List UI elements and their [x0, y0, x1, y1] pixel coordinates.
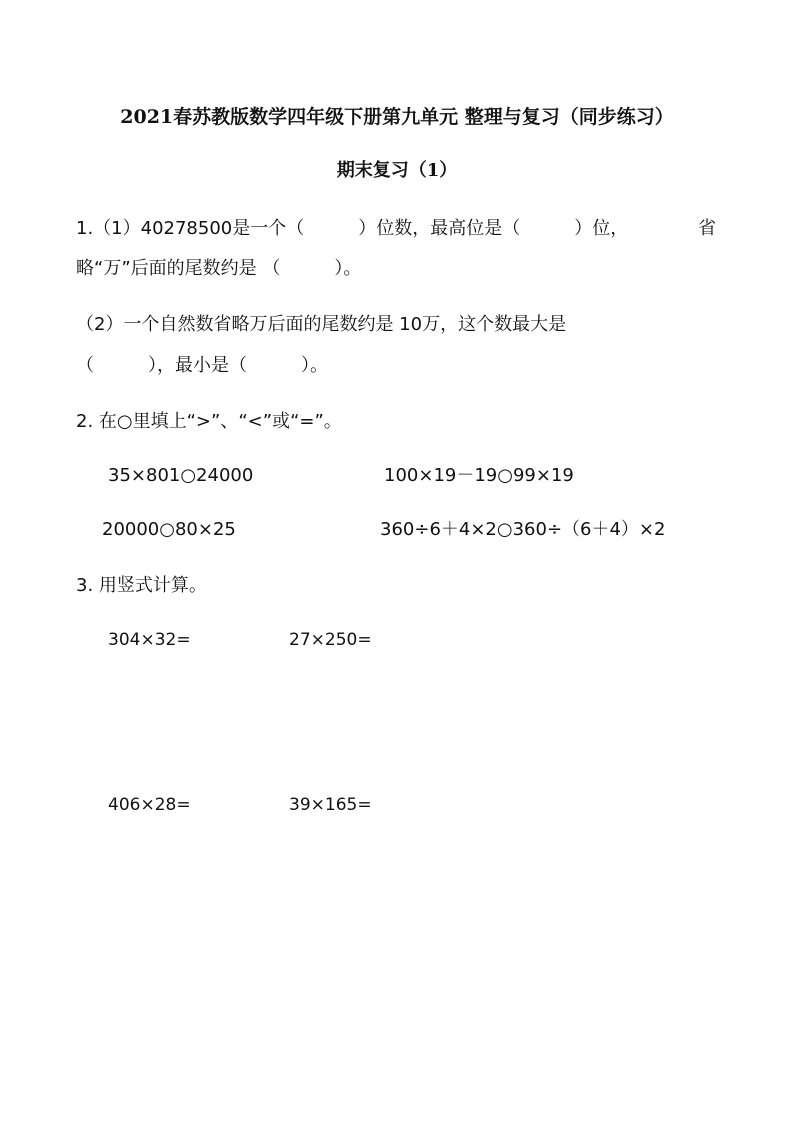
q3-prompt: 3. 用竖式计算。: [76, 575, 207, 596]
document-title: 2021春苏教版数学四年级下册第九单元 整理与复习（同步练习）: [120, 106, 674, 128]
document-subtitle: 期末复习（1）: [336, 160, 458, 181]
q3-item: 27×250=: [289, 630, 372, 650]
q1-part2-line2: （ ），最小是（ ）。: [76, 355, 328, 376]
q2-item: 35×801○24000: [108, 465, 254, 486]
q1-part2-line1: （2）一个自然数省略万后面的尾数约是 10万，这个数最大是: [76, 314, 567, 335]
q2-prompt: 2. 在○里填上“>”、“<”或“=”。: [76, 411, 342, 432]
q1-part1-line1: [76, 217, 716, 241]
q2-item: 100×19－19○99×19: [384, 465, 574, 486]
q2-item: 20000○80×25: [102, 519, 236, 540]
q2-item: 360÷6＋4×2○360÷（6＋4）×2: [380, 519, 666, 540]
q3-item: 406×28=: [108, 795, 191, 815]
q1-part1-line1-right: 省: [698, 218, 716, 239]
q3-item: 39×165=: [289, 795, 372, 815]
q1-part1-line1-left: 1.（1）40278500是一个（ ）位数，最高位是（ ）位，: [76, 218, 629, 239]
q1-part1-line2: 略“万”后面的尾数约是 （ ）。: [76, 258, 362, 279]
q3-item: 304×32=: [108, 630, 191, 650]
